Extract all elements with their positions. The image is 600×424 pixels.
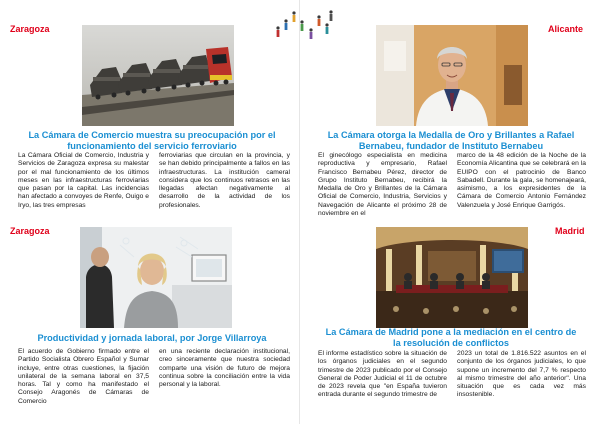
region-label: Alicante [548, 24, 584, 34]
article-headline: La Cámara de Madrid pone a la mediación en el centro de la resolución de conflictos [325, 327, 577, 348]
doctor-portrait-photo [376, 25, 528, 126]
office-workers-photo [80, 227, 232, 328]
region-label: Madrid [555, 226, 585, 236]
article-body [18, 152, 290, 210]
freight-train-photo [82, 25, 234, 126]
article-column: 2023 un total de 1.816.522 asuntos en el conjunto de los órganos judiciales, lo que supone un incremento del 7,7 % respecto al mismo trimestre del año anterior". Una situación que es cada vez más insostenible. [457, 350, 586, 399]
article-column: El informe estadístico sobre la situación de los órganos judiciales en el segundo trimestre de 2023 publicado por el Consejo General de Poder Judicial el 11 de octubre de 2023 revela que "en España tuvieron entrada durante el segundo trimestre de [318, 350, 447, 399]
article-column: El acuerdo de Gobierno firmado entre el Partido Socialista Obrero Español y Sumar incluye, entre otras cuestiones, la fijación unilateral de la semana laboral en 37,5 horas. Tal y como ha manifestado el Consejo Aragonés de Cámaras de Comercio [18, 348, 149, 405]
article-body [318, 152, 586, 218]
article-column: en una reciente declaración institucional, creo sinceramente que nuestra sociedad comparte una visión de futuro de mejora continua sobre la conciliación entre la vida personal y la laboral. [159, 348, 290, 389]
article-column: La Cámara Oficial de Comercio, Industria y Servicios de Zaragoza expresa su malestar por el mal funcionamiento de los últimos meses en las infraestructuras ferroviarias que pasan por la capital. Las incidencias han afectado a convoyes de Renfe, Ouigo e Iryo, las tres empresas [18, 152, 149, 209]
ornate-hall-event-photo [376, 227, 528, 328]
article-column: ferroviarias que circulan en la provincia, y se han debido principalmente a fallos en las infraestructuras. La institución cameral considera que los continuos retrasos en las llegadas afectan negativamente al desarrollo de la actividad de los profesionales. [159, 152, 290, 209]
article-headline: La Cámara de Comercio muestra su preocupación por el funcionamiento del servicio ferroviario [28, 130, 276, 151]
article-headline: Productividad y jornada laboral, por Jorge Villarroya [37, 333, 267, 343]
article-headline: La Cámara otorga la Medalla de Oro y Brillantes a Rafael Bernabeu, fundador de Instituto Bernabeu [327, 130, 575, 151]
page-fold [299, 0, 300, 424]
article-body [318, 350, 586, 400]
article-column: El ginecólogo especialista en medicina reproductiva y empresario, Rafael Francisco Bernabeu Pérez, director de Grupo Instituto Bernabeu, recibirá la Medalla de Oro y Brillantes de la Cámara Oficial de Comercio, Industria, Servicios y Navegación de Alicante el próximo 28 de noviembre en el [318, 152, 447, 218]
article-body [18, 348, 290, 406]
article-column: marco de la 48 edición de la Noche de la Economía Alicantina que se celebrará en la EUIPO con el patrocinio de Banco Sabadell. Durante la gala, se homenajeará, asimismo, a los expresidentes de la Cámara de Comercio Antonio Fernández Valenzuela y José Enrique Garrigós. [457, 152, 586, 209]
region-label: Zaragoza [10, 226, 50, 236]
region-label: Zaragoza [10, 24, 50, 34]
people-figures-illustration [272, 8, 334, 42]
